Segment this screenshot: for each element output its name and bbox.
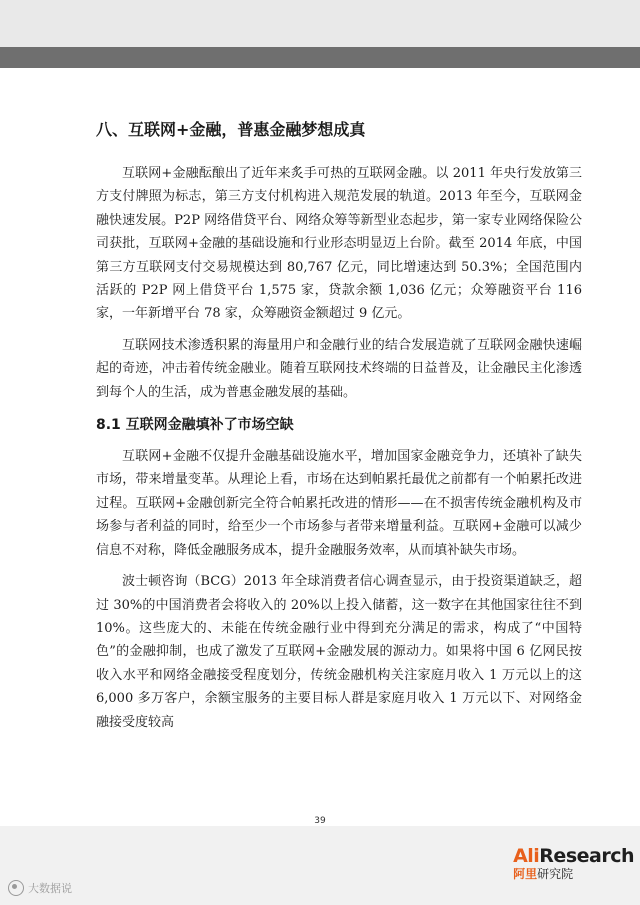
logo-chinese xyxy=(513,867,634,881)
document-body xyxy=(96,118,582,742)
header-stripe xyxy=(0,47,640,68)
paragraph: 互联网+金融不仅提升金融基础设施水平，增加国家金融竞争力，还填补了缺失市场，带来增量变革。从理论上看，市场在达到帕累托最优之前都有一个帕累托改进过程。互联网+金融创新完全符合帕累托改进的情形——在不损害传统金融机构及市场参与者利益的同时，给至少一个市场参与者带来增量利益。互联网+金融可以减少信息不对称，降低金融服务成本，提升金融服务效率，从而填补缺失市场。 xyxy=(96,449,582,558)
subsection-heading: 8.1 互联网金融填补了市场空缺 xyxy=(96,417,294,434)
aliresearch-logo xyxy=(513,846,634,881)
paragraph: 互联网技术渗透积累的海量用户和金融行业的结合发展造就了互联网金融快速崛起的奇迹，冲击着传统金融业。随着互联网技术终端的日益普及，让金融民主化渗透到每个人的生活，成为普惠金融发展的基础。 xyxy=(96,337,582,400)
section-heading: 八、互联网+金融，普惠金融梦想成真 xyxy=(96,120,366,139)
page-number: 39 xyxy=(314,816,326,826)
watermark-text: 大数据说 xyxy=(28,882,72,895)
logo-wordmark xyxy=(513,846,634,866)
paragraph: 波士顿咨询（BCG）2013 年全球消费者信心调查显示，由于投资渠道缺乏，超过 30%的中国消费者会将收入的 20%以上投入储蓄，这一数字在其他国家往往不到 10%。这些庞大的、未能在传统金融行业中得到充分满足的需求，构成了“中国特色”的金融抑制，也成了激发了互联网+金融发展的源动力。如果将中国 6 亿网民按收入水平和网络金融接受程度划分，传统金融机构关注家庭月收入 1 万元以上的这 6,000 多万客户，余额宝服务的主要目标人群是家庭月收入 1 万元以下、对网络金融接受度较高 xyxy=(96,574,582,730)
watermark xyxy=(8,880,72,896)
watermark-icon xyxy=(8,880,24,896)
logo-cn-research: 研究院 xyxy=(537,867,574,881)
header-band xyxy=(0,0,640,68)
paragraph: 互联网+金融酝酿出了近年来炙手可热的互联网金融。以 2011 年央行发放第三方支付牌照为标志，第三方支付机构进入规范发展的轨道。2013 年至今，互联网金融快速发展。P2P 网络借贷平台、网络众筹等新型业态起步，第一家专业网络保险公司获批，互联网+金融的基础设施和行业形态明显迈上台阶。截至 2014 年底，中国第三方互联网支付交易规模达到 80,767 亿元，同比增速达到 50.3%；全国范围内活跃的 P2P 网上借贷平台 1,575 家，贷款余额 1,036 亿元；众筹融资平台 116 家，一年新增平台 78 家，众筹融资金额超过 9 亿元。 xyxy=(96,166,582,322)
logo-research-text: Research xyxy=(539,845,634,867)
logo-ali-text: Ali xyxy=(513,845,540,867)
logo-cn-ali: 阿里 xyxy=(513,867,538,881)
